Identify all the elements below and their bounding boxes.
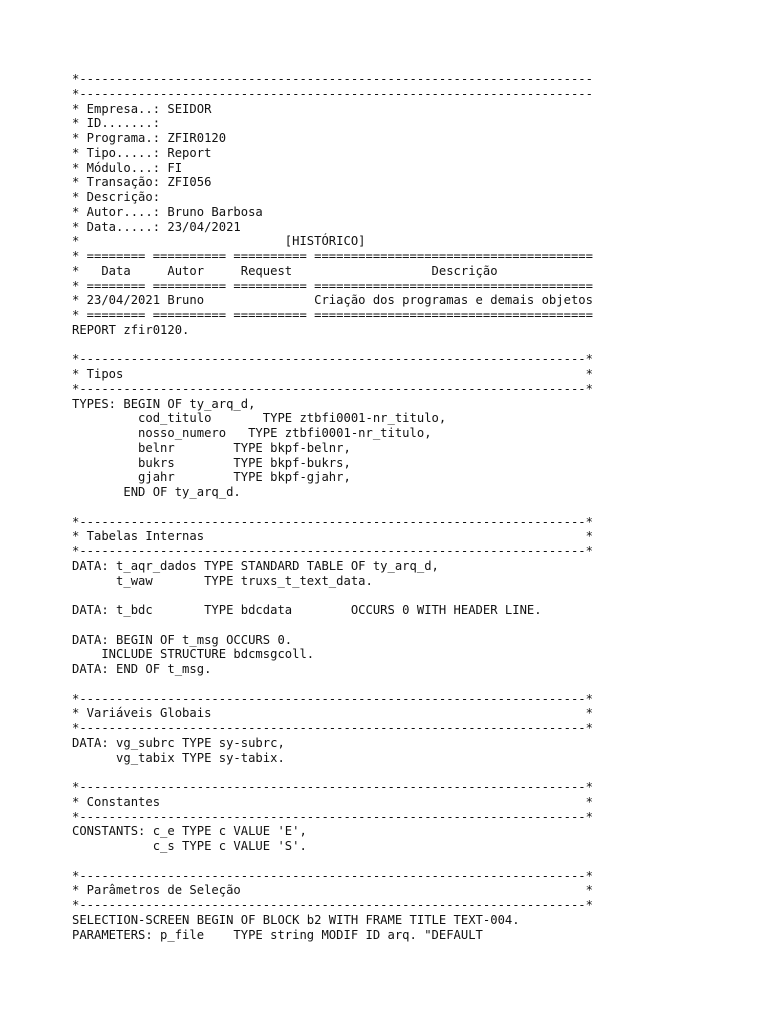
- code-line: * Data Autor Request Descrição: [72, 263, 498, 278]
- code-line: [72, 500, 732, 515]
- code-line: END OF ty_arq_d.: [72, 485, 241, 499]
- code-line: t_waw TYPE truxs_t_text_data.: [72, 573, 373, 588]
- code-line: vg_tabix TYPE sy-tabix.: [72, 750, 285, 765]
- code-line: * Descrição:: [72, 190, 161, 204]
- code-line: INCLUDE STRUCTURE bdcmsgcoll.: [72, 647, 315, 662]
- code-line: [72, 588, 732, 603]
- code-line: *----------------------------------------------------------------------: [72, 72, 593, 86]
- code-line: * ID.......:: [72, 116, 161, 131]
- code-line: DATA: vg_subrc TYPE sy-subrc,: [72, 735, 285, 750]
- code-line: * Transação: ZFI056: [72, 175, 212, 190]
- code-line: DATA: t_aqr_dados TYPE STANDARD TABLE OF ty_arq_d,: [72, 558, 439, 573]
- code-line: * ======== ========== ========== ======================================: [72, 249, 593, 263]
- code-line: SELECTION-SCREEN BEGIN OF BLOCK b2 WITH FRAME TITLE TEXT-004.: [72, 912, 520, 927]
- code-line: *----------------------------------------------------------------------: [72, 86, 593, 101]
- code-line: CONSTANTS: c_e TYPE c VALUE 'E',: [72, 824, 307, 839]
- code-line: *---------------------------------------------------------------------*: [72, 721, 593, 735]
- code-line: gjahr TYPE bkpf-gjahr,: [72, 470, 351, 485]
- code-line: c_s TYPE c VALUE 'S'.: [72, 839, 307, 853]
- code-line: *---------------------------------------------------------------------*: [72, 809, 593, 824]
- code-line: * Tipo.....: Report: [72, 145, 212, 160]
- code-line: TYPES: BEGIN OF ty_arq_d,: [72, 396, 256, 411]
- code-line: *---------------------------------------------------------------------*: [72, 868, 593, 883]
- code-line: * [HISTÓRICO]: [72, 234, 366, 249]
- code-line: *---------------------------------------------------------------------*: [72, 691, 593, 706]
- code-line: * Módulo...: FI: [72, 160, 183, 175]
- code-line: *---------------------------------------------------------------------*: [72, 898, 593, 912]
- code-line: [72, 854, 732, 869]
- code-line: *---------------------------------------------------------------------*: [72, 514, 593, 529]
- code-line: belnr TYPE bkpf-belnr,: [72, 440, 351, 455]
- code-line: * Variáveis Globais *: [72, 706, 593, 721]
- code-line: * Parâmetros de Seleção *: [72, 883, 593, 898]
- code-line: * Autor....: Bruno Barbosa: [72, 204, 263, 219]
- code-line: * ======== ========== ========== ======================================: [72, 308, 593, 322]
- code-line: * Constantes *: [72, 794, 593, 809]
- code-line: nosso_numero TYPE ztbfi0001-nr_titulo,: [72, 426, 432, 440]
- code-line: [72, 765, 732, 780]
- code-line: REPORT zfir0120.: [72, 322, 190, 337]
- code-line: cod_titulo TYPE ztbfi0001-nr_titulo,: [72, 411, 447, 426]
- code-line: *---------------------------------------------------------------------*: [72, 780, 593, 794]
- code-line: * Tabelas Internas *: [72, 529, 593, 544]
- code-line: [72, 677, 732, 692]
- code-line: [72, 338, 732, 353]
- code-line: DATA: t_bdc TYPE bdcdata OCCURS 0 WITH HEADER LINE.: [72, 603, 542, 617]
- code-line: *---------------------------------------------------------------------*: [72, 544, 593, 558]
- code-line: bukrs TYPE bkpf-bukrs,: [72, 455, 351, 470]
- code-line: * Data.....: 23/04/2021: [72, 219, 241, 234]
- code-line: * 23/04/2021 Bruno Criação dos programas e demais objetos: [72, 293, 593, 308]
- code-line: [72, 618, 732, 633]
- code-line: * Programa.: ZFIR0120: [72, 131, 227, 145]
- code-line: *---------------------------------------------------------------------*: [72, 352, 593, 367]
- code-line: DATA: BEGIN OF t_msg OCCURS 0.: [72, 632, 293, 647]
- code-line: * ======== ========== ========== ======================================: [72, 278, 593, 293]
- code-line: * Tipos *: [72, 367, 593, 381]
- code-line: *---------------------------------------------------------------------*: [72, 381, 593, 396]
- code-line: * Empresa..: SEIDOR: [72, 101, 212, 116]
- code-line: DATA: END OF t_msg.: [72, 662, 212, 676]
- document-page: [72, 72, 732, 942]
- code-line: PARAMETERS: p_file TYPE string MODIF ID arq. "DEFAULT: [72, 927, 483, 942]
